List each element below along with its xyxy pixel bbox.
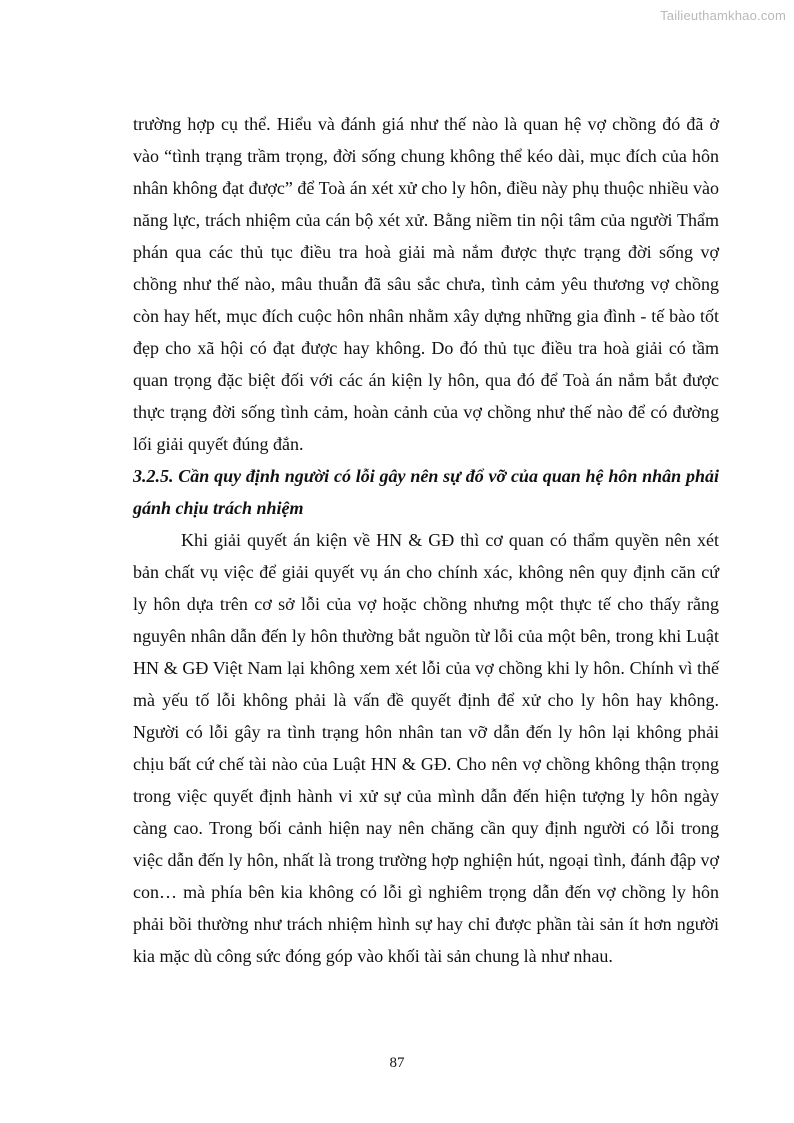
document-body	[133, 108, 719, 972]
section-heading: 3.2.5. Cần quy định người có lỗi gây nên sự đổ vỡ của quan hệ hôn nhân phải gánh chịu trách nhiệm	[133, 466, 719, 518]
paragraph-continuation: trường hợp cụ thể. Hiểu và đánh giá như thế nào là quan hệ vợ chồng đó đã ở vào “tình trạng trầm trọng, đời sống chung không thể kéo dài, mục đích của hôn nhân không đạt được” để Toà án xét xử cho ly hôn, điều này phụ thuộc nhiều vào năng lực, trách nhiệm của cán bộ xét xử. Bằng niềm tin nội tâm của người Thẩm phán qua các thủ tục điều tra hoà giải mà nắm được thực trạng đời sống vợ chồng như thế nào, mâu thuẫn đã sâu sắc chưa, tình cảm yêu thương vợ chồng còn hay hết, mục đích cuộc hôn nhân nhằm xây dựng những gia đình - tế bào tốt đẹp cho xã hội có đạt được hay không. Do đó thủ tục điều tra hoà giải có tầm quan trọng đặc biệt đối với các án kiện ly hôn, qua đó để Toà án nắm bắt được thực trạng đời sống tình cảm, hoàn cảnh của vợ chồng như thế nào để có đường lối giải quyết đúng đắn.	[133, 114, 719, 454]
page-number: 87	[389, 1055, 405, 1071]
paragraph-body: Khi giải quyết án kiện về HN & GĐ thì cơ quan có thẩm quyền nên xét bản chất vụ việc để giải quyết vụ án cho chính xác, không nên quy định căn cứ ly hôn dựa trên cơ sở lỗi của vợ hoặc chồng nhưng một thực tế cho thấy rằng nguyên nhân dẫn đến ly hôn thường bắt nguồn từ lỗi của một bên, trong khi Luật HN & GĐ Việt Nam lại không xem xét lỗi của vợ chồng khi ly hôn. Chính vì thế mà yếu tố lỗi không phải là vấn đề quyết định để xử cho ly hôn hay không. Người có lỗi gây ra tình trạng hôn nhân tan vỡ dẫn đến ly hôn lại không phải chịu bất cứ chế tài nào của Luật HN & GĐ. Cho nên vợ chồng không thận trọng trong việc quyết định hành vi xử sự của mình dẫn đến hiện tượng ly hôn ngày càng cao. Trong bối cảnh hiện nay nên chăng cần quy định người có lỗi trong việc dẫn đến ly hôn, nhất là trong trường hợp nghiện hút, ngoại tình, đánh đập vợ con… mà phía bên kia không có lỗi gì nghiêm trọng dẫn đến vợ chồng ly hôn phải bồi thường như trách nhiệm hình sự hay chỉ được phần tài sản ít hơn người kia mặc dù công sức đóng góp vào khối tài sản chung là như nhau.	[133, 530, 719, 966]
watermark-text: Tailieuthamkhao.com	[660, 8, 786, 23]
